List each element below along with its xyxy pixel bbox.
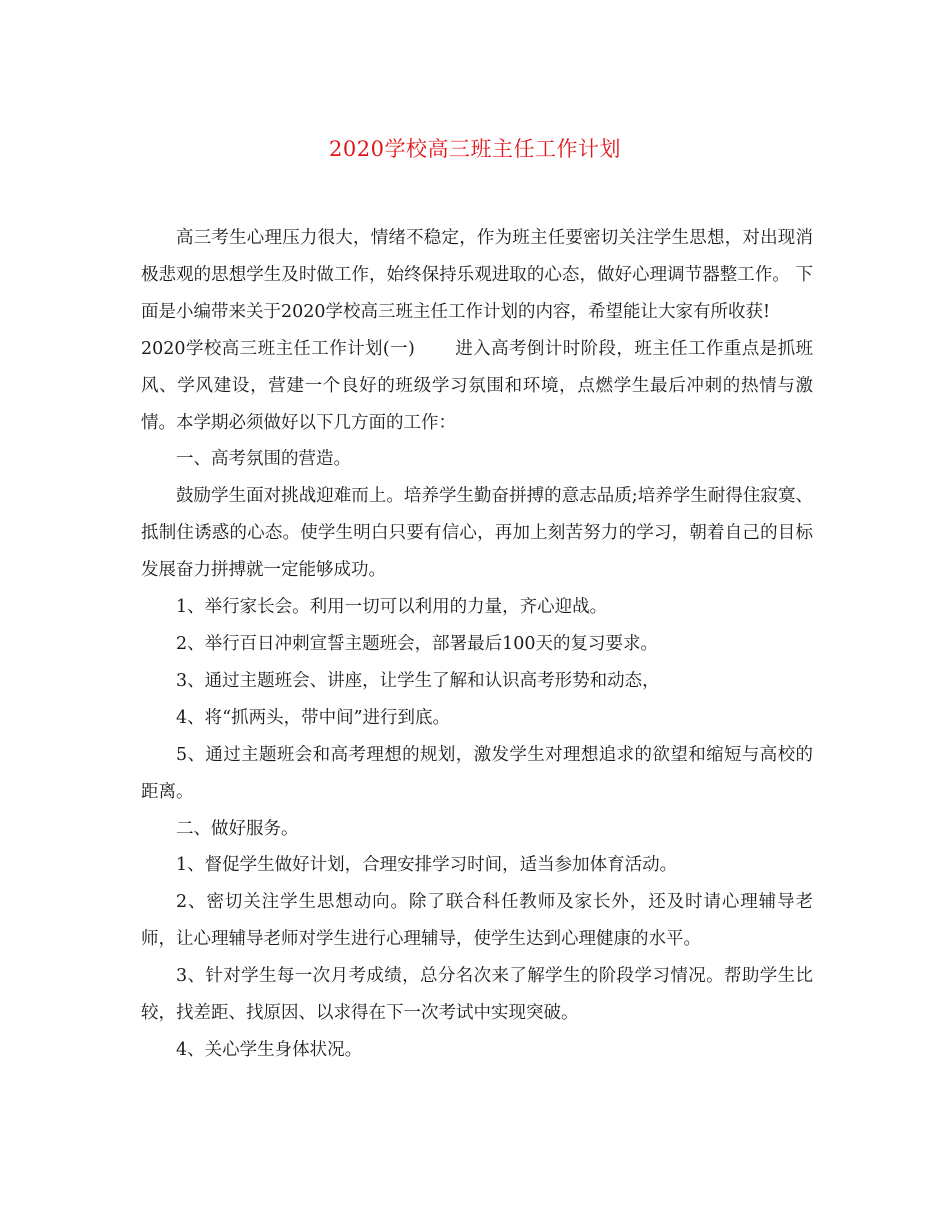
list-item: 4、关心学生身体状况。 bbox=[176, 1039, 363, 1060]
intro-paragraph: 高三考生心理压力很大，情绪不稳定，作为班主任要密切关注学生思想，对出现消极悲观的思想学生及时做工作，始终保持乐观进取的心态，做好心理调节器整工作。 下面是小编带来关于2020学校高三班主任工作计划的内容，希望能让大家有所收获! bbox=[141, 228, 813, 322]
list-item: 1、举行家长会。利用一切可以利用的力量，齐心迎战。 bbox=[176, 597, 608, 618]
list-item: 3、通过主题班会、讲座，让学生了解和认识高考形势和动态， bbox=[176, 670, 660, 691]
list-item: 2、密切关注学生思想动向。除了联合科任教师及家长外，还及时请心理辅导老师，让心理辅导老师对学生进行心理辅导，使学生达到心理健康的水平。 bbox=[141, 892, 813, 950]
document-title: 2020学校高三班主任工作计划 bbox=[329, 137, 621, 161]
plan-paragraph bbox=[141, 331, 813, 442]
list-item: 5、通过主题班会和高考理想的规划，激发学生对理想追求的欲望和缩短与高校的距离。 bbox=[141, 744, 813, 802]
document-body bbox=[141, 220, 813, 1069]
plan-intro-text: 进入高考倒计时阶段，班主任工作重点是抓班风、学风建设，营建一个良好的班级学习氛围和环境，点燃学生最后冲刺的热情与激情。本学期必须做好以下几方面的工作： bbox=[141, 338, 813, 433]
section-paragraph: 鼓励学生面对挑战迎难而上。培养学生勤奋拼搏的意志品质;培养学生耐得住寂寞、抵制住诱惑的心态。使学生明白只要有信心，再加上刻苦努力的学习，朝着自己的目标发展奋力拼搏就一定能够成功。 bbox=[141, 486, 813, 581]
list-item: 3、针对学生每一次月考成绩，总分名次来了解学生的阶段学习情况。帮助学生比较，找差距、找原因、以求得在下一次考试中实现突破。 bbox=[141, 966, 813, 1024]
section-heading: 一、高考氛围的营造。 bbox=[176, 449, 351, 470]
list-item: 4、将“抓两头，带中间”进行到底。 bbox=[176, 707, 451, 728]
section-heading: 二、做好服务。 bbox=[176, 818, 299, 839]
plan-heading: 2020学校高三班主任工作计划(一) bbox=[141, 338, 415, 359]
list-item: 1、督促学生做好计划，合理安排学习时间，适当参加体育活动。 bbox=[176, 855, 678, 876]
list-item: 2、举行百日冲刺宣誓主题班会，部署最后100天的复习要求。 bbox=[176, 633, 659, 654]
